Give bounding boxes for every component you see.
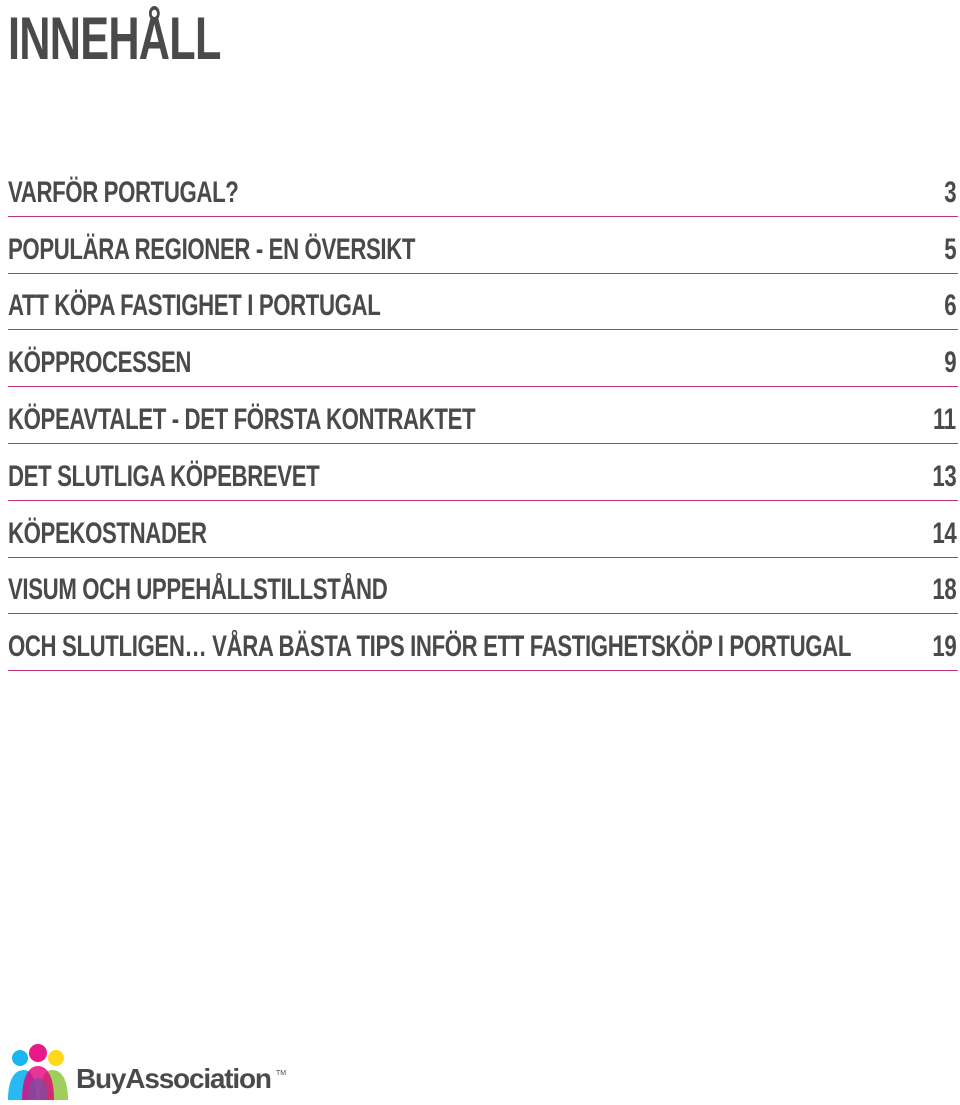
toc-entry-label: VISUM OCH UPPEHÅLLSTILLSTÅND: [8, 573, 388, 607]
toc-entry-label: OCH SLUTLIGEN… VÅRA BÄSTA TIPS INFÖR ETT FASTIGHETSKÖP I PORTUGAL: [8, 630, 852, 664]
toc-entry-label: KÖPEKOSTNADER: [8, 516, 207, 550]
toc-entry-page: 9: [944, 346, 956, 380]
buyassociation-logo: [6, 1044, 296, 1100]
toc-entry-page: 13: [932, 459, 956, 493]
trademark-mark: TM: [276, 1070, 287, 1077]
toc-entry-page: 19: [932, 630, 956, 664]
toc-row[interactable]: [8, 160, 958, 217]
toc-entry-page: 5: [944, 232, 956, 266]
toc-entry-label: KÖPEAVTALET - DET FÖRSTA KONTRAKTET: [8, 402, 476, 436]
page-title: INNEHÅLL: [8, 5, 221, 72]
toc-row[interactable]: [8, 387, 958, 444]
toc-entry-label: POPULÄRA REGIONER - EN ÖVERSIKT: [8, 232, 416, 266]
people-group-icon: [6, 1044, 70, 1100]
toc-row[interactable]: [8, 217, 958, 274]
logo-wordmark: BuyAssociation: [76, 1063, 271, 1094]
toc-row[interactable]: [8, 558, 958, 615]
toc-entry-label: DET SLUTLIGA KÖPEBREVET: [8, 459, 320, 493]
toc-entry-label: KÖPPROCESSEN: [8, 346, 192, 380]
toc-row[interactable]: [8, 330, 958, 387]
toc-row[interactable]: [8, 274, 958, 331]
toc-entry-page: 3: [944, 175, 956, 209]
toc-entry-page: 14: [932, 516, 956, 550]
toc-entry-label: ATT KÖPA FASTIGHET I PORTUGAL: [8, 289, 381, 323]
toc-entry-page: 11: [933, 402, 956, 436]
toc-entry-page: 6: [944, 289, 956, 323]
table-of-contents: [8, 160, 958, 671]
toc-row[interactable]: [8, 501, 958, 558]
toc-entry-label: VARFÖR PORTUGAL?: [8, 175, 239, 209]
toc-row[interactable]: [8, 614, 958, 671]
toc-row[interactable]: [8, 444, 958, 501]
toc-entry-page: 18: [932, 573, 956, 607]
